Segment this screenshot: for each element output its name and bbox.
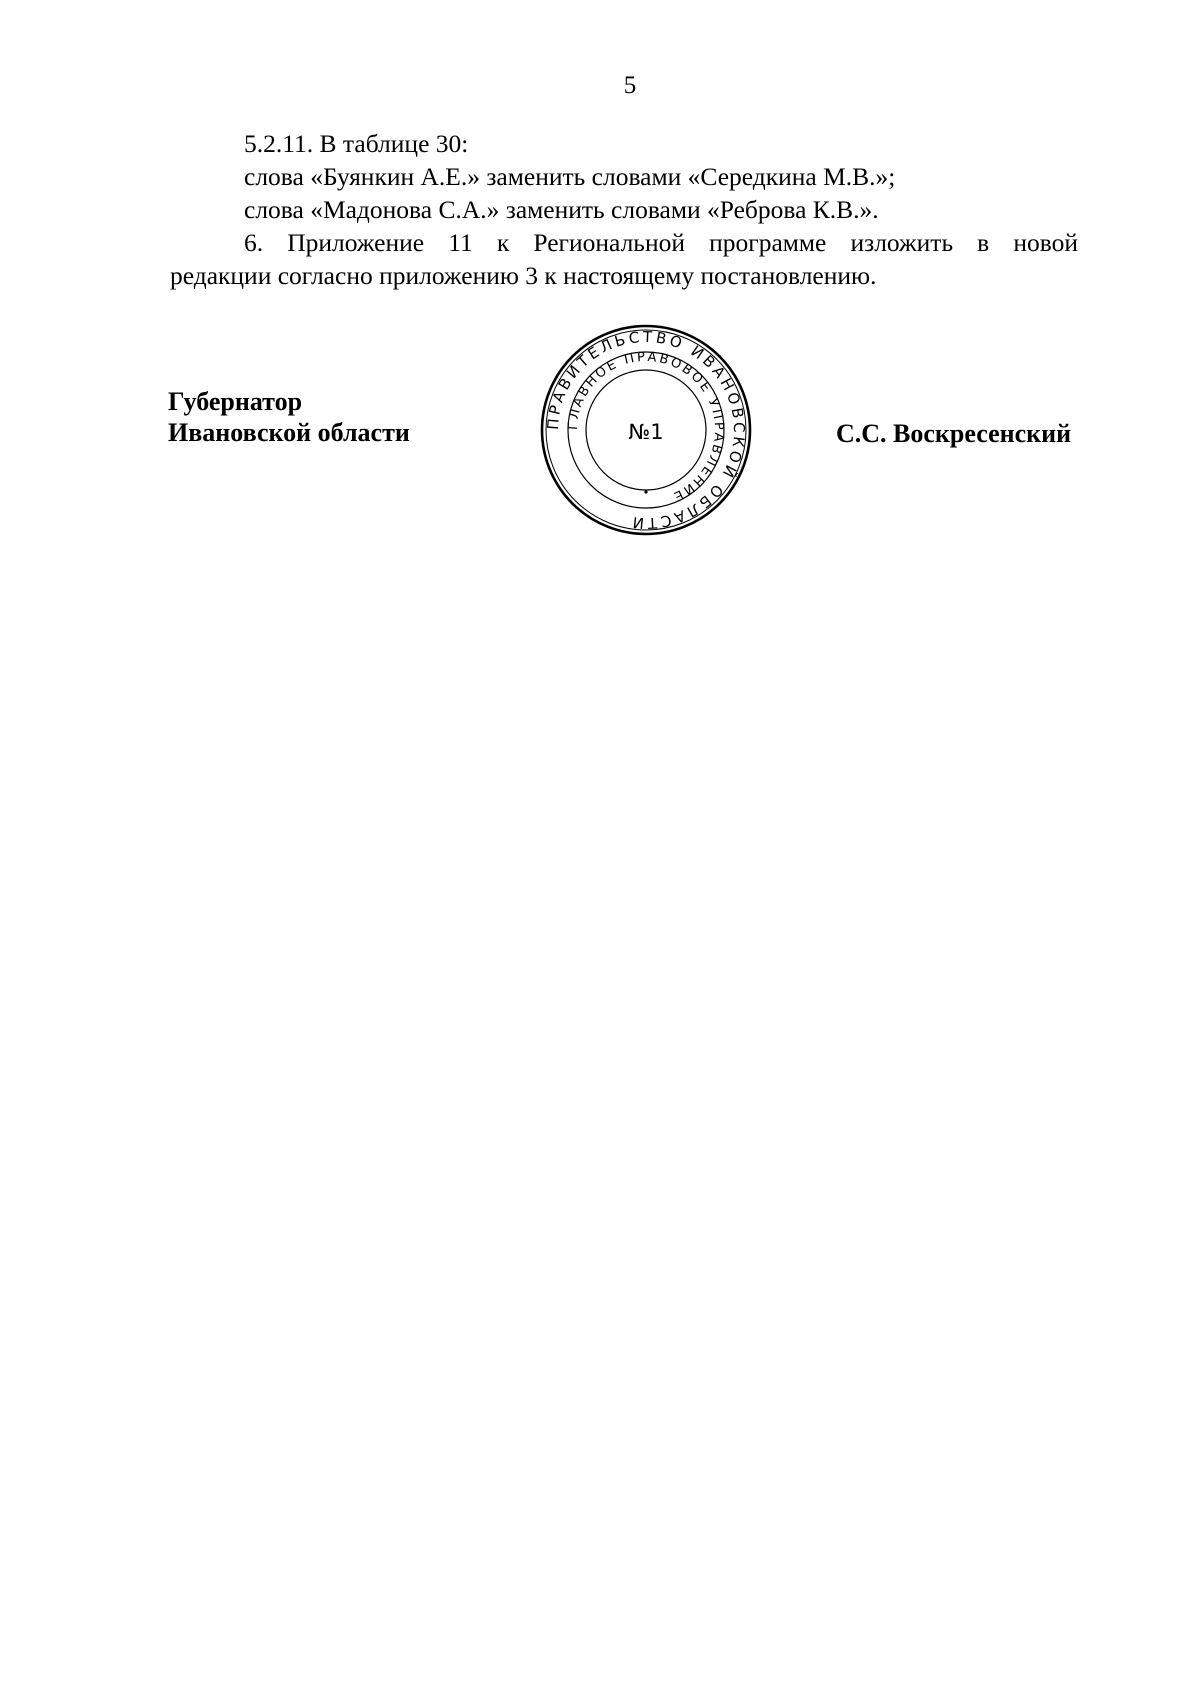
paragraph: слова «Мадонова С.А.» заменить словами «Реброва К.В.». [244,195,879,224]
paragraph-continuation: редакции согласно приложению 3 к настоящему постановлению. [170,261,877,290]
svg-text:ГЛАВНОЕ ПРАВОВОЕ УПРАВЛЕНИЕ: ГЛАВНОЕ ПРАВОВОЕ УПРАВЛЕНИЕ [565,349,727,505]
svg-text:№1: №1 [628,420,664,444]
page-number: 5 [623,72,637,99]
signature-position-line: Губернатор [168,387,303,416]
document-body [170,127,1078,292]
svg-text:ПРАВИТЕЛЬСТВО ИВАНОВСКОЙ ОБЛАС: ПРАВИТЕЛЬСТВО ИВАНОВСКОЙ ОБЛАСТИ [543,327,749,533]
official-seal-stamp [538,322,754,538]
paragraph: слова «Буянкин А.Е.» заменить словами «Середкина М.В.»; [244,162,896,191]
paragraph: 6. Приложение 11 к Региональной программе изложить в новой [244,228,1078,257]
signature-position [168,386,410,448]
paragraph: 5.2.11. В таблице 30: [244,129,469,158]
signature-position-line: Ивановской области [168,418,410,447]
signatory-name: С.С. Воскресенский [836,419,1072,448]
